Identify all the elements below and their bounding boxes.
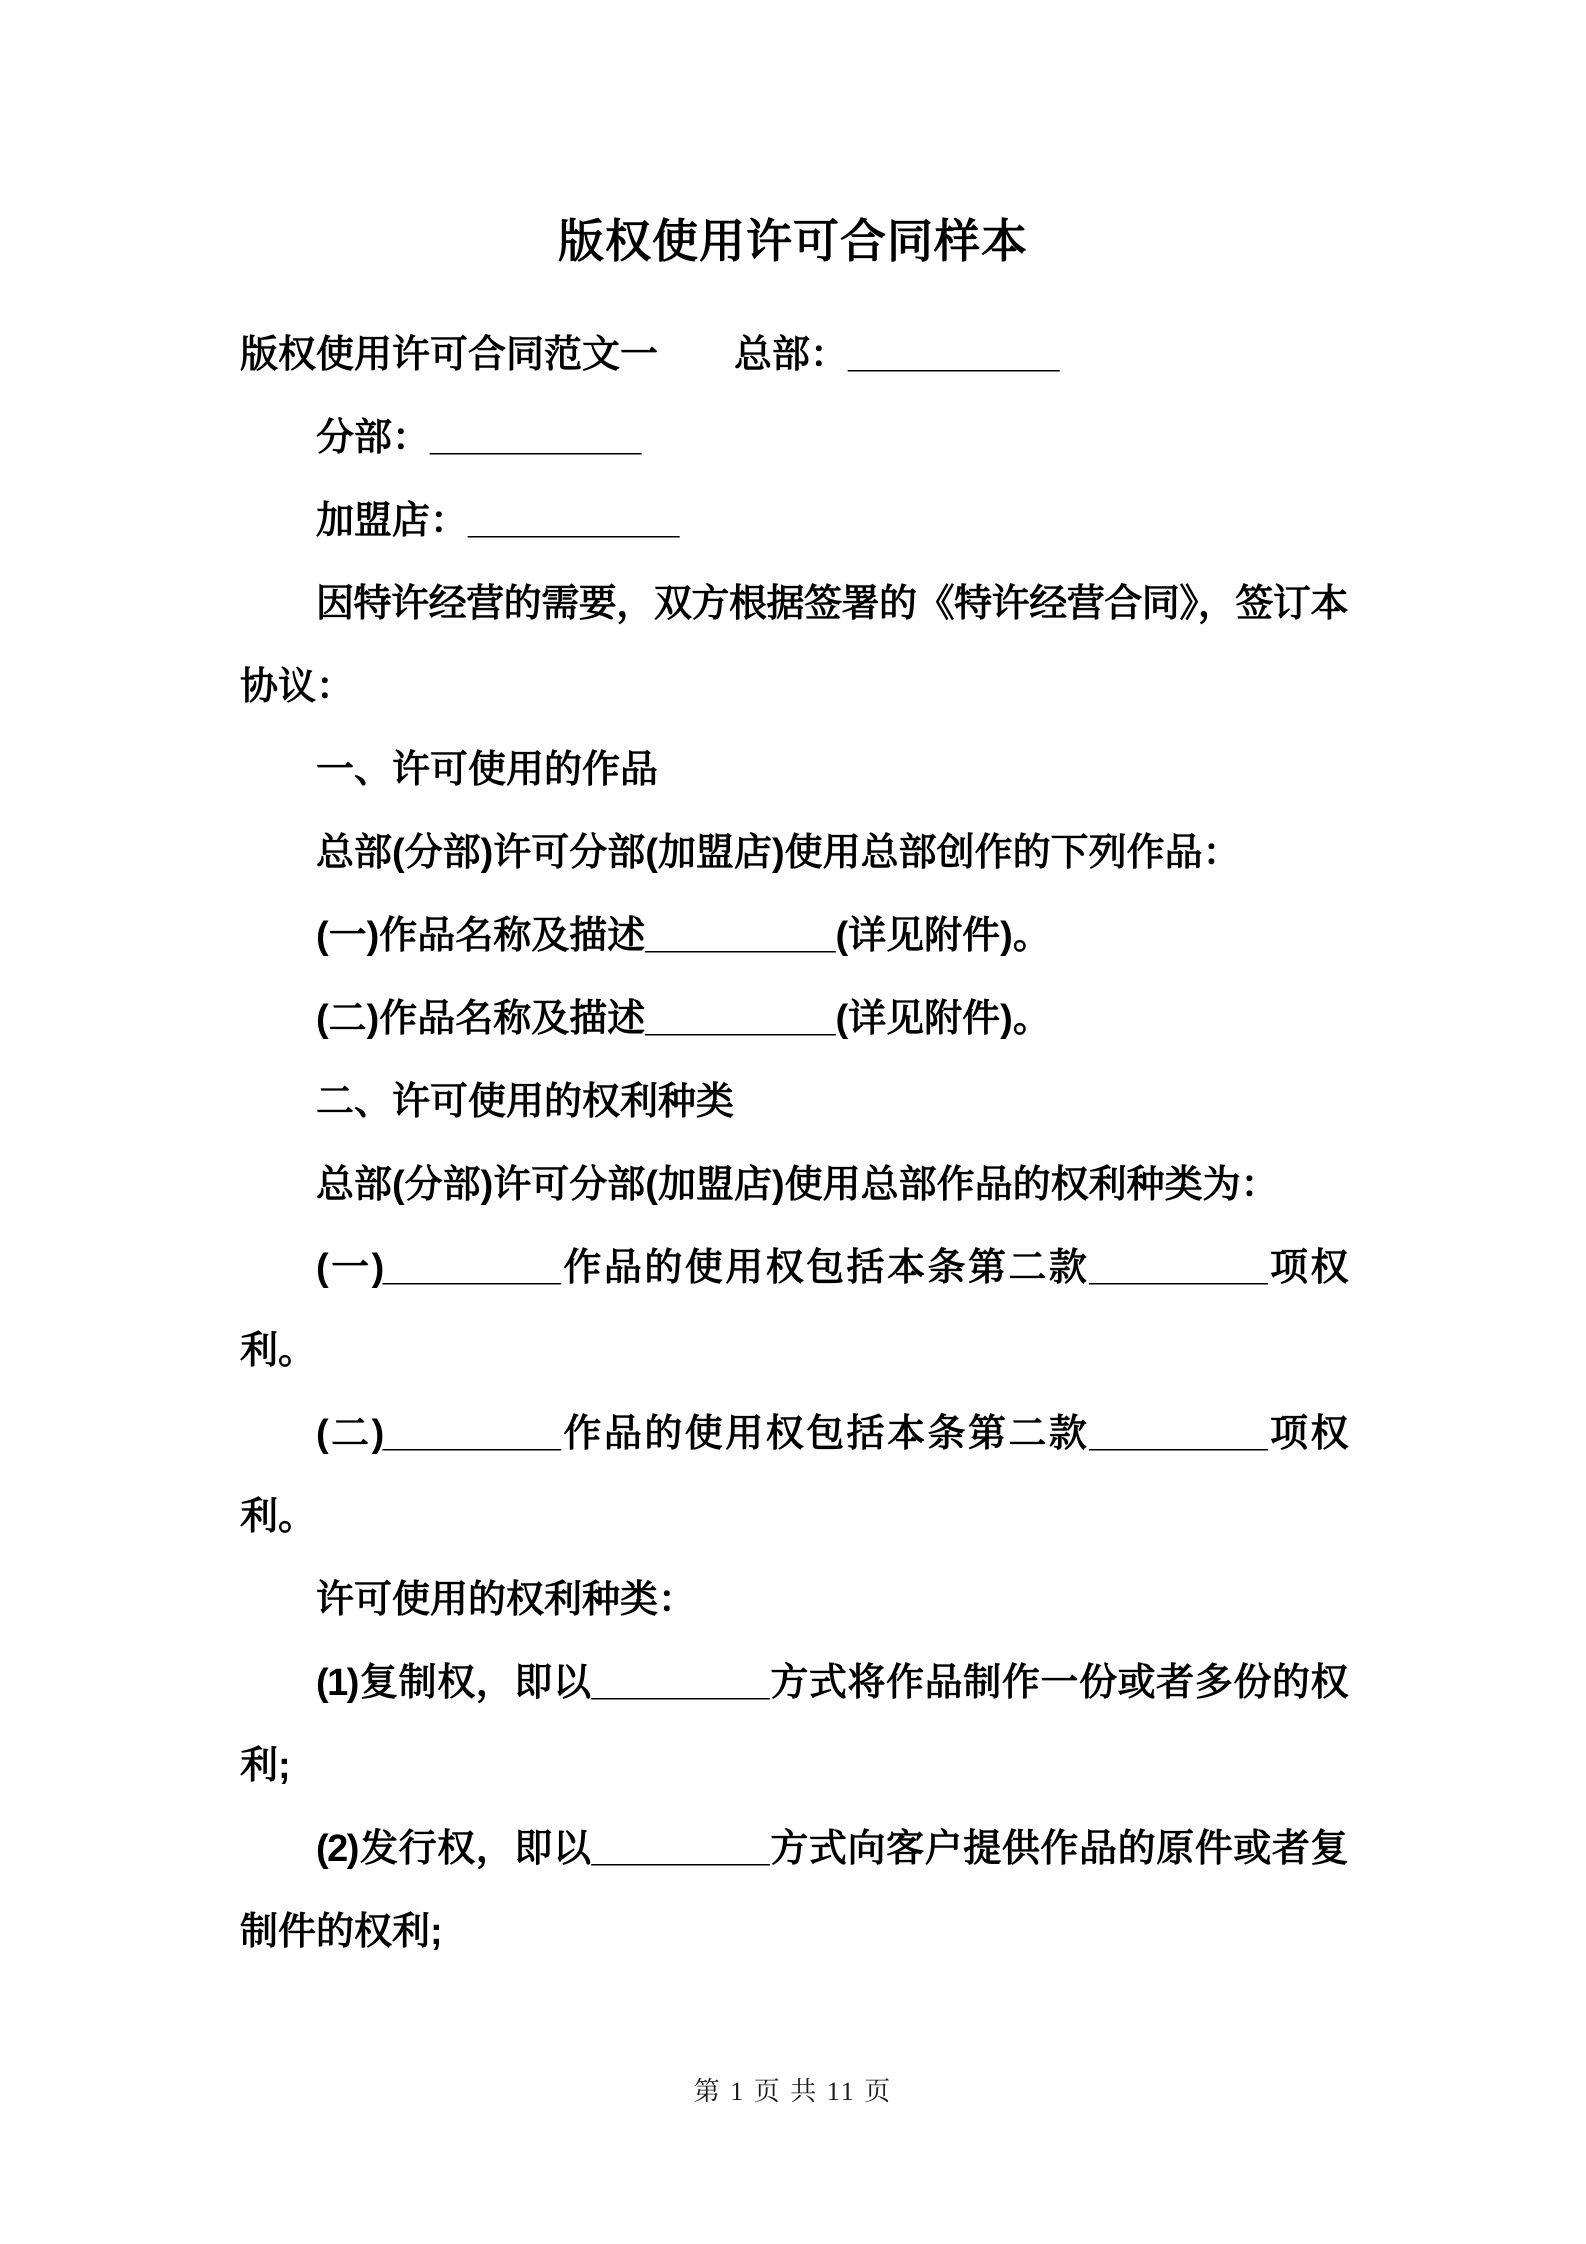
paragraph-line: (二)_________作品的使用权包括本条第二款_________项权 [316,1413,1347,1455]
paragraph-line: 总部(分部)许可分部(加盟店)使用总部作品的权利种类为： [316,1164,1279,1206]
paragraph-line: 总部(分部)许可分部(加盟店)使用总部创作的下列作品： [316,832,1241,874]
paragraph-line: (二)作品名称及描述_________(详见附件)。 [316,998,1051,1040]
paragraph-line: 因特许经营的需要，双方根据签署的《特许经营合同》，签订本 [316,583,1347,625]
paragraph-line: (一)_________作品的使用权包括本条第二款_________项权 [316,1247,1347,1289]
paragraph-line: (2)发行权，即以_________方式向客户提供作品的原件或者复 [316,1828,1347,1870]
paragraph-line: 利; [240,1745,291,1787]
paragraph-line: 版权使用许可合同范文一 总部：__________ [240,334,1060,376]
paragraph-line: 利。 [240,1330,317,1372]
paragraph-line: 分部：__________ [316,417,642,459]
paragraph-line: 协议： [240,666,355,708]
paragraph-line: 一、许可使用的作品 [316,749,659,791]
paragraph-line: (一)作品名称及描述_________(详见附件)。 [316,915,1051,957]
page-footer: 第 1 页 共 11 页 [693,2077,893,2106]
paragraph-line: 加盟店：__________ [316,500,680,542]
document-title: 版权使用许可合同样本 [558,215,1028,267]
paragraph-line: 二、许可使用的权利种类 [316,1081,735,1123]
paragraph-line: (1)复制权，即以_________方式将作品制作一份或者多份的权 [316,1662,1347,1704]
paragraph-line: 利。 [240,1496,317,1538]
document-body [240,314,1347,1974]
paragraph-line: 许可使用的权利种类： [316,1579,697,1621]
paragraph-line: 制件的权利; [240,1911,443,1953]
